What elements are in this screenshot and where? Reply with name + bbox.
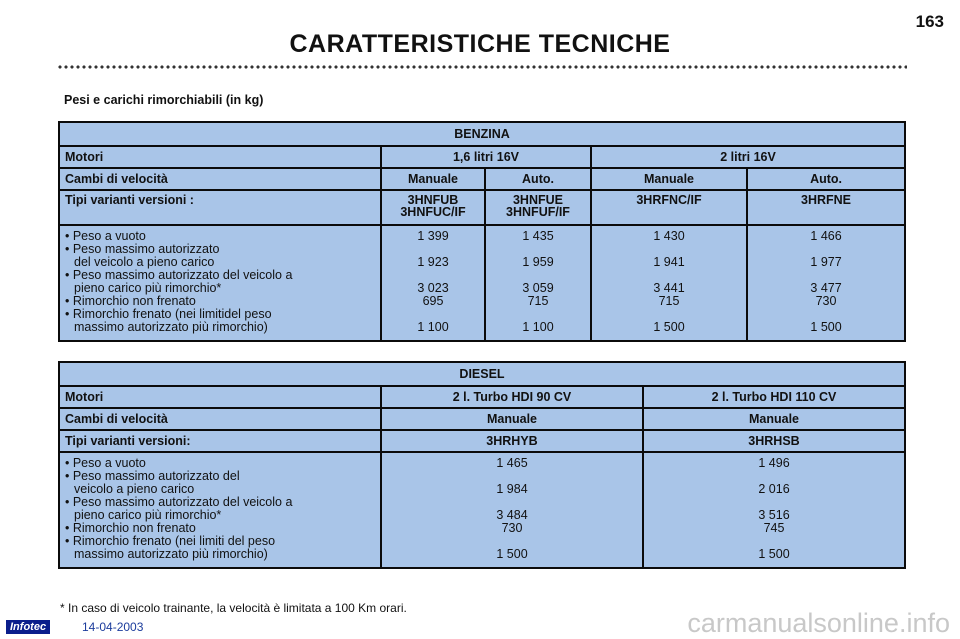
value-cell: 1 100 xyxy=(417,320,449,334)
weight-labels-column xyxy=(59,225,381,341)
value-cell: 1 465 xyxy=(496,456,528,470)
petrol-table-title: BENZINA xyxy=(59,122,905,146)
gearbox-cell: Auto. xyxy=(485,168,591,190)
gearbox-cell: Manuale xyxy=(643,408,905,430)
row-label: • Peso massimo autorizzato del veicolo a pieno carico più rimorchio* xyxy=(65,495,293,522)
values-column xyxy=(381,225,485,341)
engines-label: Motori xyxy=(59,146,381,168)
gearbox-cell: Manuale xyxy=(381,168,485,190)
value-cell: 3 441 xyxy=(653,281,685,295)
petrol-weights-table xyxy=(58,121,906,342)
value-cell: 1 500 xyxy=(810,320,842,334)
row-label: • Rimorchio non frenato xyxy=(65,521,196,535)
watermark: carmanualsonline.info xyxy=(687,608,950,638)
value-cell: 1 100 xyxy=(522,320,554,334)
page-title: CARATTERISTICHE TECNICHE xyxy=(289,30,671,58)
variant-cell xyxy=(381,190,485,225)
row-label: • Rimorchio frenato (nei limitidel peso massimo autorizzato più rimorchio) xyxy=(65,307,272,334)
value-cell: 3 477 xyxy=(810,281,842,295)
values-column xyxy=(643,452,905,568)
gearbox-label: Cambi di velocità xyxy=(59,408,381,430)
variant-code: 3HNFUB xyxy=(407,193,459,207)
gearbox-cell: Auto. xyxy=(747,168,905,190)
variant-cell xyxy=(591,190,747,225)
engine-hdi-90: 2 l. Turbo HDI 90 CV xyxy=(381,386,643,408)
variant-cell: 3HRHYB xyxy=(381,430,643,452)
value-cell: 730 xyxy=(815,294,837,308)
variant-code: 3HNFUF/IF xyxy=(506,205,570,219)
variant-code: 3HRFNE xyxy=(801,193,852,207)
value-cell: 3 023 xyxy=(417,281,449,295)
gearbox-cell: Manuale xyxy=(591,168,747,190)
engines-label: Motori xyxy=(59,386,381,408)
variant-code: 3HNFUE xyxy=(512,193,563,207)
row-label: • Peso a vuoto xyxy=(65,456,146,470)
row-label: • Peso massimo autorizzato del veicolo a pieno carico xyxy=(65,469,240,496)
value-cell: 1 500 xyxy=(653,320,685,334)
variant-code: 3HRFNC/IF xyxy=(636,193,702,207)
value-cell: 3 484 xyxy=(496,508,528,522)
gearbox-label: Cambi di velocità xyxy=(59,168,381,190)
value-cell: 745 xyxy=(763,521,785,535)
value-cell: 1 959 xyxy=(522,255,554,269)
footnote: * In caso di veicolo trainante, la velocità è limitata a 100 Km orari. xyxy=(60,601,407,615)
engine-2-0: 2 litri 16V xyxy=(591,146,905,168)
value-cell: 1 466 xyxy=(810,229,842,243)
value-cell: 1 500 xyxy=(758,547,790,561)
values-column xyxy=(485,225,591,341)
footer-date: 14-04-2003 xyxy=(82,620,144,634)
diesel-weights-table xyxy=(58,361,906,569)
value-cell: 3 516 xyxy=(758,508,790,522)
variant-code: 3HNFUC/IF xyxy=(400,205,466,219)
value-cell: 1 399 xyxy=(417,229,449,243)
engine-1-6: 1,6 litri 16V xyxy=(381,146,591,168)
values-column xyxy=(381,452,643,568)
row-label: • Peso a vuoto xyxy=(65,229,146,243)
value-cell: 3 059 xyxy=(522,281,554,295)
row-label: • Rimorchio frenato (nei limiti del peso massimo autorizzato più rimorchio) xyxy=(65,534,276,561)
values-column xyxy=(591,225,747,341)
value-cell: 730 xyxy=(501,521,523,535)
row-label: • Rimorchio non frenato xyxy=(65,294,196,308)
value-cell: 715 xyxy=(527,294,549,308)
value-cell: 1 500 xyxy=(496,547,528,561)
section-heading: Pesi e carichi rimorchiabili (in kg) xyxy=(64,93,264,107)
variants-label: Tipi varianti versioni: xyxy=(59,430,381,452)
value-cell: 1 941 xyxy=(653,255,685,269)
dotted-divider xyxy=(57,64,907,70)
page-number: 163 xyxy=(915,12,944,31)
value-cell: 1 496 xyxy=(758,456,790,470)
row-label: • Peso massimo autorizzato del veicolo a pieno carico xyxy=(65,242,220,269)
value-cell: 2 016 xyxy=(758,482,790,496)
value-cell: 715 xyxy=(658,294,680,308)
value-cell: 1 923 xyxy=(417,255,449,269)
variant-cell xyxy=(747,190,905,225)
value-cell: 1 435 xyxy=(522,229,554,243)
value-cell: 1 430 xyxy=(653,229,685,243)
value-cell: 695 xyxy=(422,294,444,308)
gearbox-cell: Manuale xyxy=(381,408,643,430)
variant-cell: 3HRHSB xyxy=(643,430,905,452)
engine-hdi-110: 2 l. Turbo HDI 110 CV xyxy=(643,386,905,408)
weight-labels-column xyxy=(59,452,381,568)
row-label: • Peso massimo autorizzato del veicolo a pieno carico più rimorchio* xyxy=(65,268,293,295)
variants-label: Tipi varianti versioni : xyxy=(59,190,381,225)
value-cell: 1 977 xyxy=(810,255,842,269)
value-cell: 1 984 xyxy=(496,482,528,496)
variant-cell xyxy=(485,190,591,225)
values-column xyxy=(747,225,905,341)
footer-brand-logo: Infotec xyxy=(6,620,50,634)
diesel-table-title: DIESEL xyxy=(59,362,905,386)
